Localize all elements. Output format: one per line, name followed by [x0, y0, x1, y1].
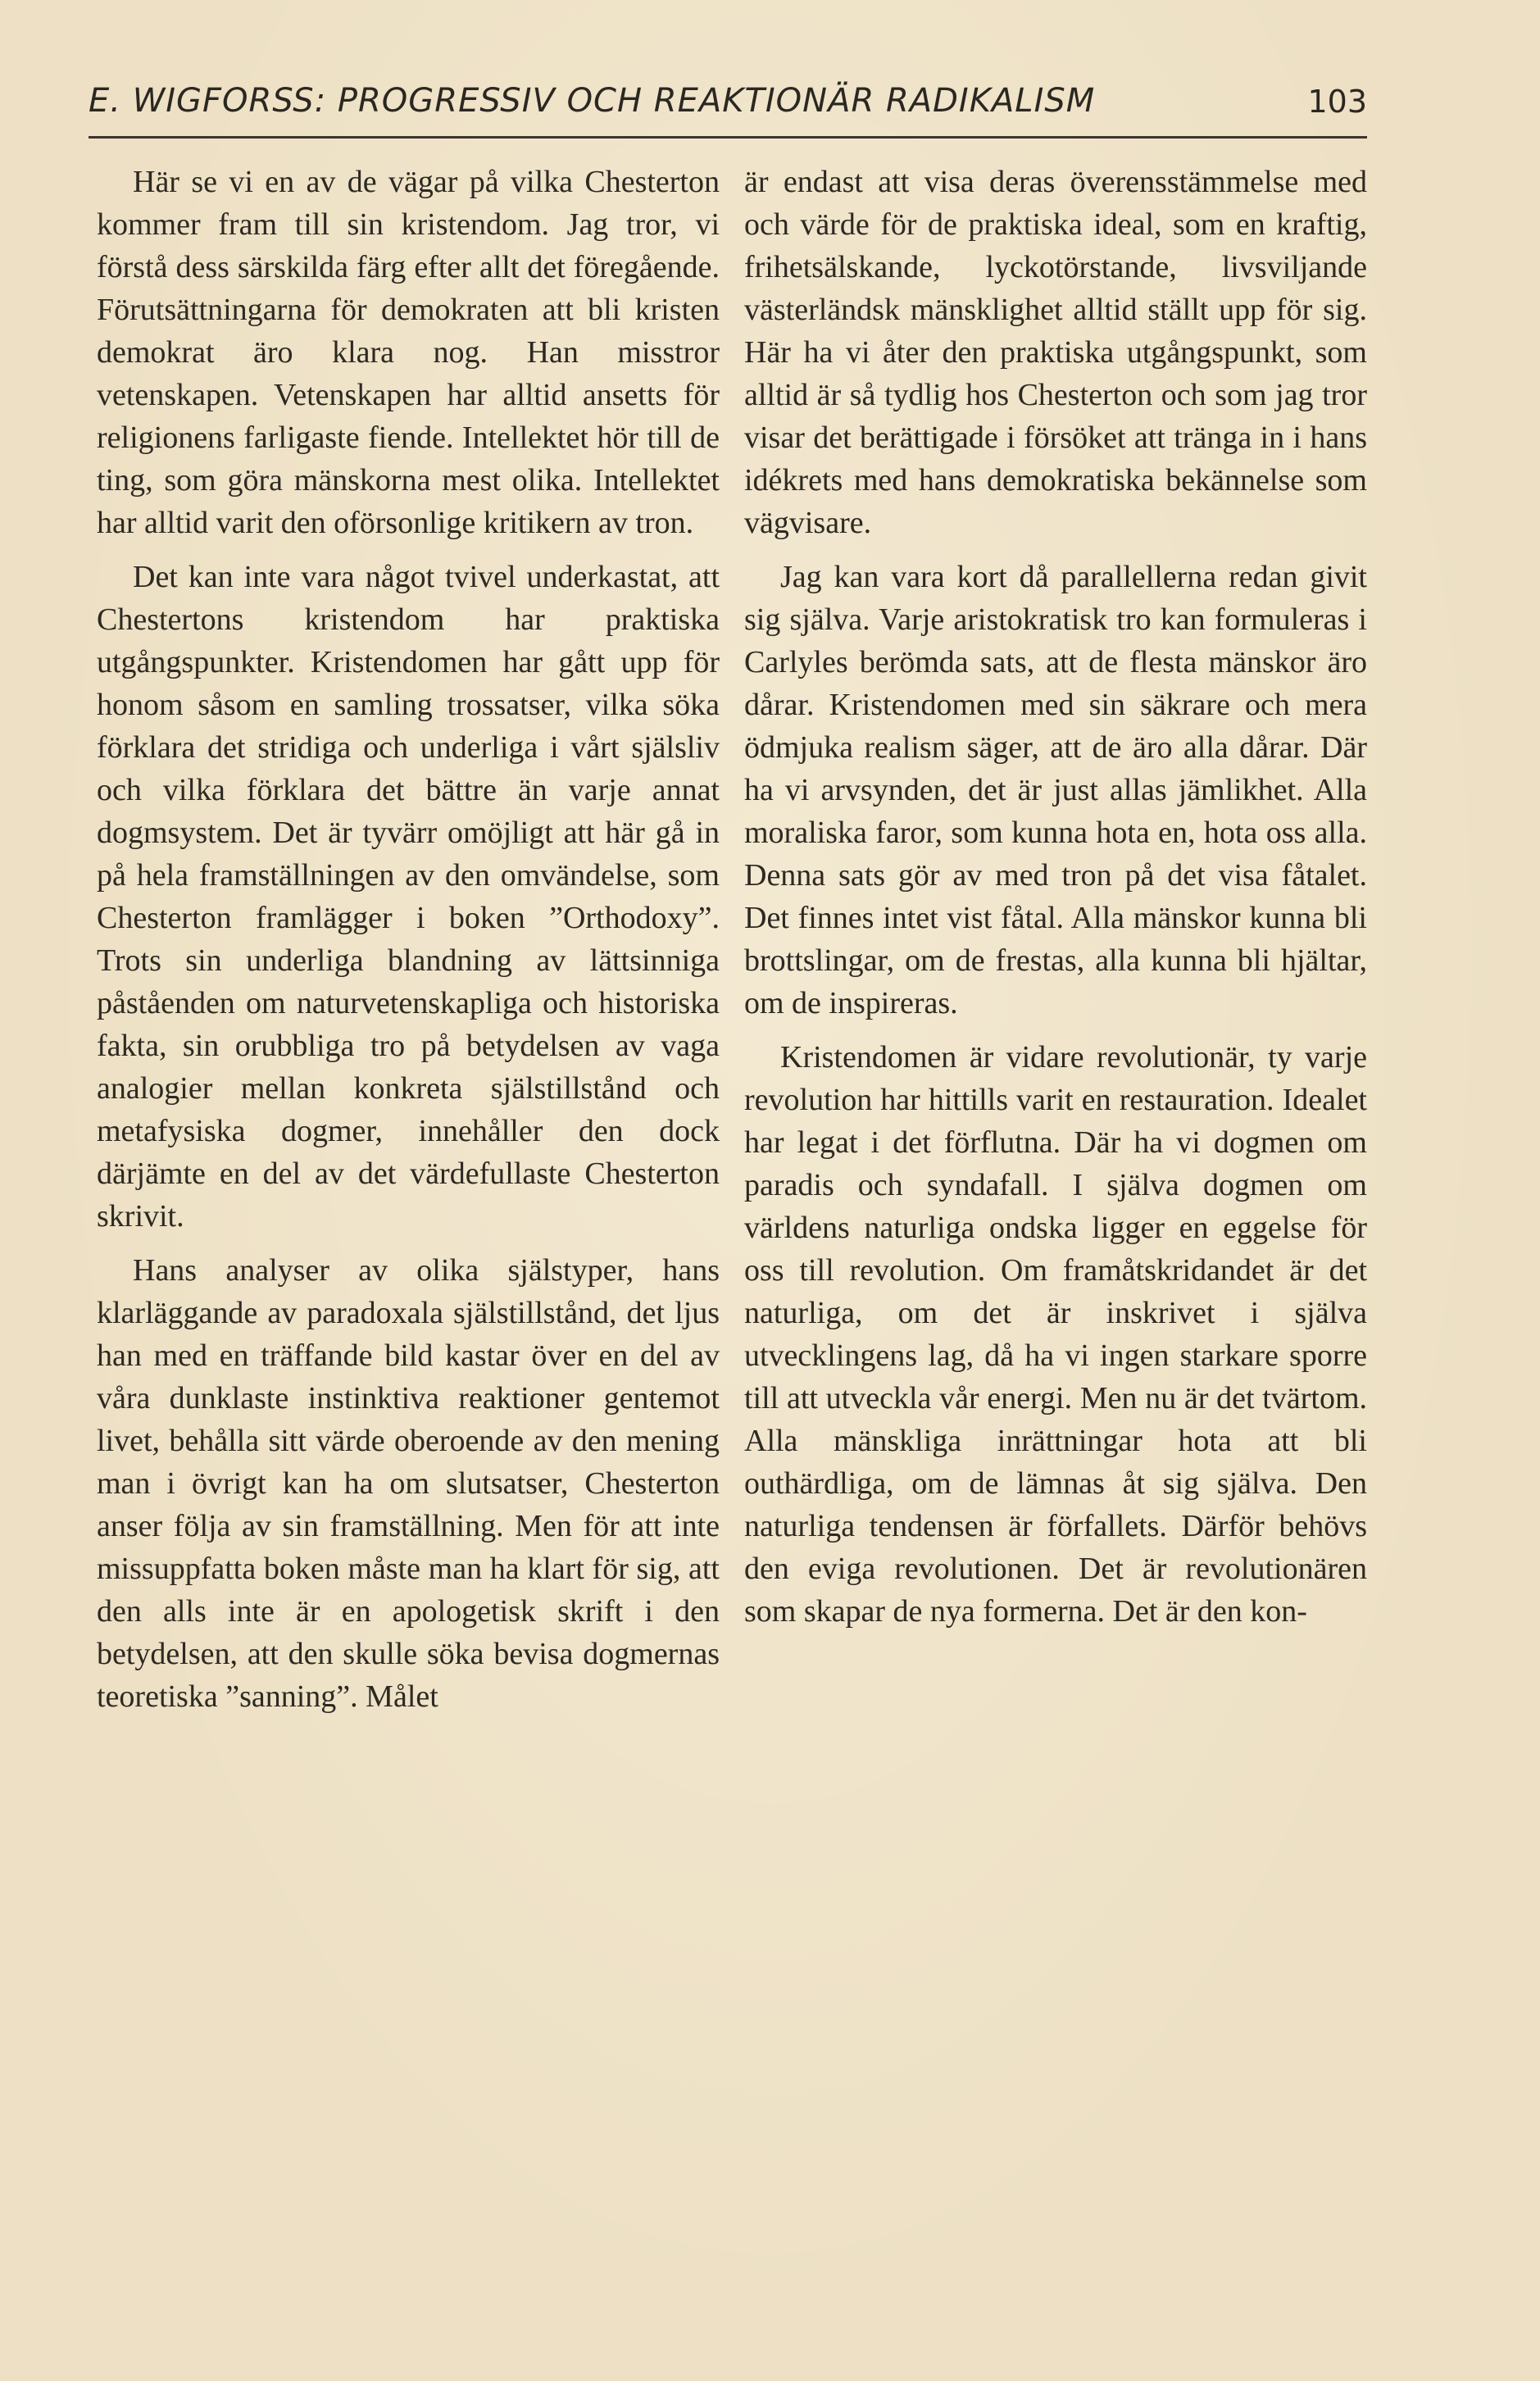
paragraph: är endast att visa deras överensstämmelse med och värde för de praktiska ideal, som en kraftig, frihetsälskande, lyckotörstande, livsviljande västerländsk mänsklighet alltid ställt upp för sig. Här ha vi åter den praktiska utgångspunkt, som alltid är så tydlig hos Chesterton och som jag tror visar det berättigade i försöket att tränga in i hans idékrets med hans demokratiska bekännelse som vägvisare.	[744, 165, 1367, 540]
page-number: 103	[1307, 84, 1367, 120]
running-title: E. WIGFORSS: PROGRESSIV OCH REAKTIONÄR RADIKALISM	[89, 82, 1096, 120]
right-column	[744, 161, 1367, 1644]
paragraph: Kristendomen är vidare revolutionär, ty varje revolution har hittills varit en restauration. Idealet har legat i det förflutna. Där ha vi dogmen om paradis och syndafall. I själva dogmen om världens naturliga ondska ligger en eggelse för oss till revolution. Om framåtskridandet är det naturliga, om det är inskrivet i själva utvecklingens lag, då ha vi ingen starkare sporre till att utveckla vår energi. Men nu är det tvärtom. Alla mänskliga inrättningar hota att bli outhärdliga, om de lämnas åt sig själva. Den naturliga tendensen är förfallets. Därför behövs den eviga revolutionen. Det är revolutionären som skapar de nya formerna. Det är den kon-	[744, 1040, 1367, 1629]
paragraph: Jag kan vara kort då parallellerna redan givit sig själva. Varje aristokratisk tro kan formuleras i Carlyles berömda sats, att de flesta mänskor äro dårar. Kristendomen med sin säkrare och mera ödmjuka realism säger, att de äro alla dårar. Där ha vi arvsynden, det är just allas jämlikhet. Alla moraliska faror, som kunna hota en, hota oss alla. Denna sats gör av med tron på det visa fåtalet. Det finnes intet vist fåtal. Alla mänskor kunna bli brottslingar, om de frestas, alla kunna bli hjältar, om de inspireras.	[744, 560, 1367, 1020]
paragraph: Det kan inte vara något tvivel underkastat, att Chestertons kristendom har praktiska utgångspunkter. Kristendomen har gått upp för honom såsom en samling trossatser, vilka söka förklara det stridiga och underliga i vårt själsliv och vilka förklara det bättre än varje annat dogmsystem. Det är tyvärr omöjligt att här gå in på hela framställningen av den omvändelse, som Chesterton framlägger i boken ”Orthodoxy”. Trots sin underliga blandning av lättsinniga påståenden om naturvetenskapliga och historiska fakta, sin orubbliga tro på betydelsen av vaga analogier mellan konkreta själstillstånd och metafysiska dogmer, innehåller den dock därjämte en del av det värdefullaste Chesterton skrivit.	[97, 560, 720, 1234]
paragraph: Här se vi en av de vägar på vilka Chesterton kommer fram till sin kristendom. Jag tror, vi förstå dess särskilda färg efter allt det föregående. Förutsättningarna för demokraten att bli kristen demokrat äro klara nog. Han misstror vetenskapen. Vetenskapen har alltid ansetts för religionens farligaste fiende. Intellektet hör till de ting, som göra mänskorna mest olika. Intellektet har alltid varit den oförsonlige kritikern av tron.	[97, 165, 720, 540]
running-header	[89, 82, 1367, 131]
paragraph: Hans analyser av olika själstyper, hans klarläggande av paradoxala själstillstånd, det ljus han med en träffande bild kastar över en del av våra dunklaste instinktiva reaktioner gentemot livet, behålla sitt värde oberoende av den mening man i övrigt kan ha om slutsatser, Chesterton anser följa av sin framställning. Men för att inte missuppfatta boken måste man ha klart för sig, att den alls inte är en apologetisk skrift i den betydelsen, att den skulle söka bevisa dogmernas teoretiska ”sanning”. Målet	[97, 1253, 720, 1714]
header-rule	[89, 136, 1367, 139]
left-column	[97, 161, 720, 1729]
